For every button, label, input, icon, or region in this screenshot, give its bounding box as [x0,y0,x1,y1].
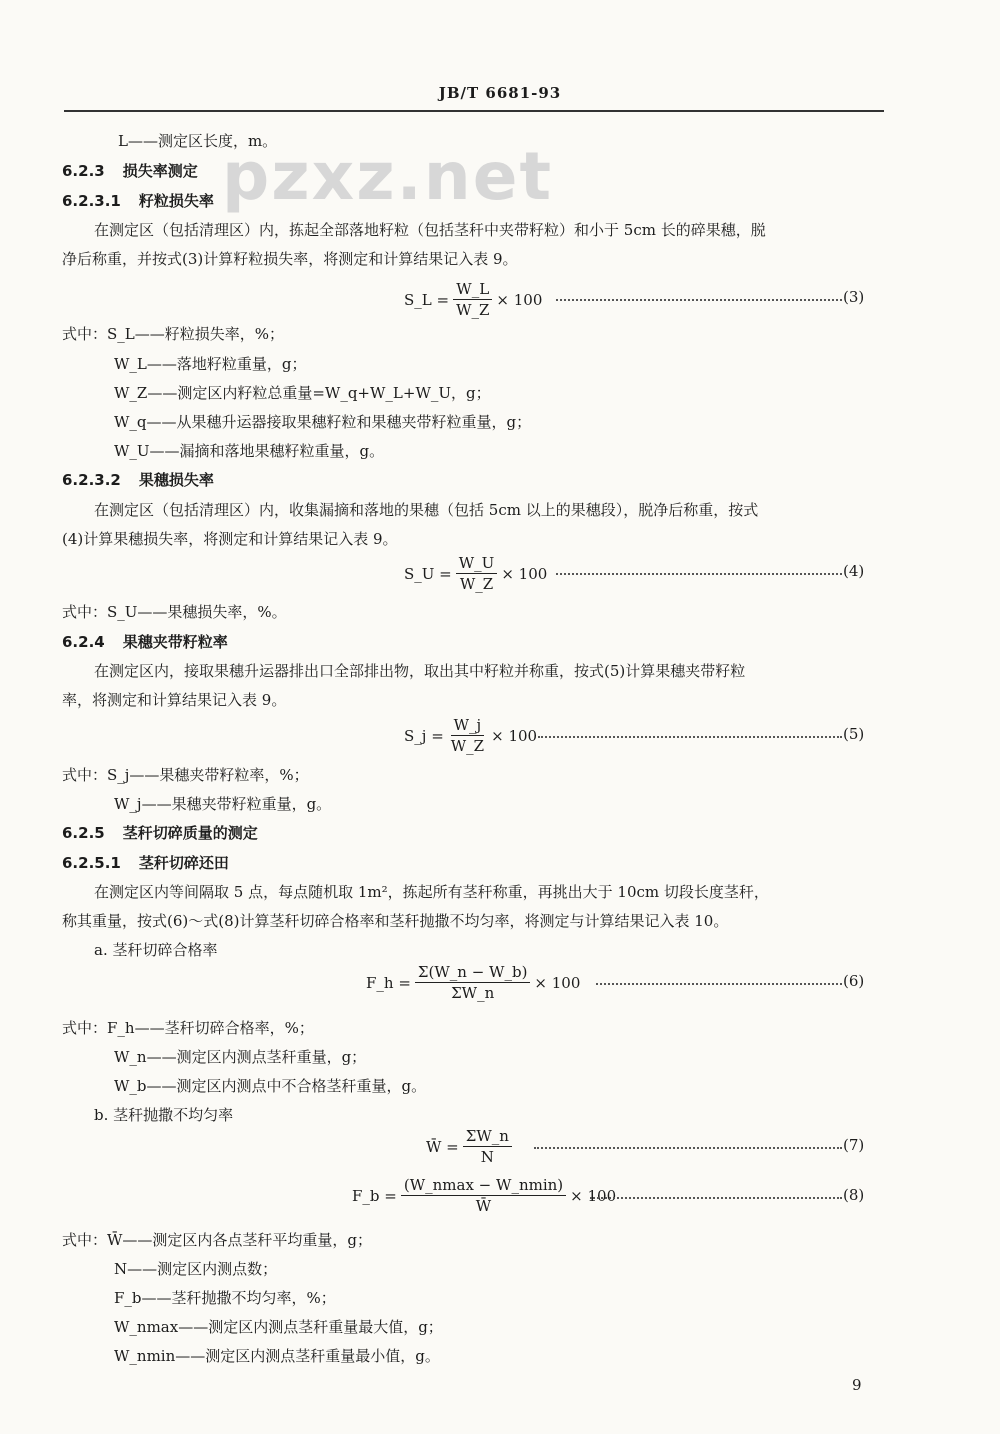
heading-6-2-3-1 [62,190,214,212]
where-line: 式中：S_j——果穗夹带籽粒率，%； [62,766,309,784]
equation-7 [426,1126,516,1167]
equation-rhs: × 100 [501,564,548,583]
equation-lhs: S_U = [404,564,452,583]
fraction-numerator: ΣW_n [463,1126,512,1147]
heading-number: 6.2.5.1 [62,854,121,872]
where-line: W_nmin——测定区内测点茎秆重量最小值，g。 [114,1347,440,1365]
heading-6-2-3-2 [62,469,214,491]
where-line: W_q——从果穗升运器接取果穗籽粒和果穗夹带籽粒重量，g； [114,413,532,431]
heading-title: 损失率测定 [122,162,198,180]
where-line: W_n——测定区内测点茎秆重量，g； [114,1048,367,1066]
paragraph-line: 在测定区内，接取果穗升运器排出口全部排出物，取出其中籽粒并称重，按式(5)计算果穗夹带籽粒 [94,662,746,680]
paragraph-line: (4)计算果穗损失率，将测定和计算结果记入表 9。 [62,530,398,548]
heading-number: 6.2.5 [62,824,105,842]
leader-dots [538,736,842,738]
heading-title: 果穗损失率 [138,471,214,489]
paragraph-line: 称其重量，按式(6)～式(8)计算茎秆切碎合格率和茎秆抛撒不均匀率，将测定与计算结果记入表 10。 [62,912,729,930]
leader-dots [596,983,842,985]
where-line: 式中：F_h——茎秆切碎合格率，%； [62,1019,314,1037]
equation-rhs: × 100 [496,290,543,309]
where-line: 式中：S_L——籽粒损失率，%； [62,325,284,343]
equation-rhs: × 100 [570,1186,617,1205]
heading-number: 6.2.4 [62,633,105,651]
equation-number: (3) [843,288,865,306]
equation-number: (5) [843,725,865,743]
equation-lhs: S_L = [404,290,450,309]
equation-lhs: F_b = [352,1186,397,1205]
equation-number: (7) [843,1136,865,1154]
equation-fraction [448,715,487,756]
equation-fraction [415,962,531,1003]
where-line: 式中：W̄——测定区内各点茎秆平均重量，g； [62,1231,373,1249]
heading-6-2-5-1 [62,852,229,874]
equation-number: (8) [843,1186,865,1204]
equation-8 [352,1175,616,1216]
where-line: W_L——落地籽粒重量，g； [114,355,307,373]
where-line: W_j——果穗夹带籽粒重量，g。 [114,795,332,813]
heading-6-2-4 [62,631,228,653]
heading-title: 果穗夹带籽粒率 [122,633,228,651]
where-line: W_b——测定区内测点中不合格茎秆重量，g。 [114,1077,427,1095]
equation-fraction [456,553,498,594]
heading-6-2-3 [62,160,198,182]
fraction-numerator: W_L [453,279,492,300]
paragraph-line: 率，将测定和计算结果记入表 9。 [62,691,287,709]
fraction-numerator: W_j [451,715,485,736]
equation-rhs: × 100 [534,973,581,992]
heading-6-2-5 [62,822,258,844]
where-line: F_b——茎秆抛撒不均匀率，%； [114,1289,336,1307]
heading-number: 6.2.3.2 [62,471,121,489]
where-line: N——测定区内测点数； [114,1260,278,1278]
equation-5 [404,715,537,756]
equation-6 [366,962,580,1003]
fraction-denominator: W_Z [459,575,494,593]
leader-dots [590,1197,842,1199]
fraction-denominator: N [480,1148,494,1166]
subitem-a: a. 茎秆切碎合格率 [94,941,218,959]
heading-title: 茎秆切碎还田 [138,854,229,872]
equation-number: (4) [843,562,865,580]
paragraph-line: 在测定区（包括清理区）内，收集漏摘和落地的果穗（包括 5cm 以上的果穗段），脱净后称重，按式 [94,501,759,519]
paragraph-line: 在测定区（包括清理区）内，拣起全部落地籽粒（包括茎秆中夹带籽粒）和小于 5cm 长的碎果穗，脱 [94,221,766,239]
fraction-numerator: Σ(W_n − W_b) [415,962,531,983]
equation-number: (6) [843,972,865,990]
fraction-denominator: W̄ [475,1197,492,1215]
heading-title: 籽粒损失率 [138,192,214,210]
subitem-b: b. 茎秆抛撒不均匀率 [94,1106,234,1124]
equation-lhs: W̄ = [426,1137,459,1156]
equation-fraction [463,1126,512,1167]
equation-rhs: × 100 [491,726,538,745]
where-line: 式中：S_U——果穗损失率，%。 [62,603,287,621]
fraction-numerator: (W_nmax − W_nmin) [401,1175,566,1196]
fraction-denominator: W_Z [456,301,490,319]
where-line: W_nmax——测定区内测点茎秆重量最大值，g； [114,1318,443,1336]
definition-l: L——测定区长度，m。 [118,132,278,150]
equation-lhs: F_h = [366,973,411,992]
page-number: 9 [852,1376,862,1394]
equation-fraction [401,1175,566,1216]
leader-dots [556,299,842,301]
heading-title: 茎秆切碎质量的测定 [122,824,258,842]
heading-number: 6.2.3 [62,162,105,180]
equation-lhs: S_j = [404,726,444,745]
paragraph-line: 净后称重，并按式(3)计算籽粒损失率，将测定和计算结果记入表 9。 [62,250,518,268]
header-rule [64,110,884,112]
equation-4 [404,553,547,594]
leader-dots [534,1147,842,1149]
fraction-numerator: W_U [456,553,498,574]
standard-code-header: JB/T 6681-93 [438,84,562,102]
equation-fraction [453,279,492,320]
where-line: W_U——漏摘和落地果穗籽粒重量，g。 [114,442,385,460]
fraction-denominator: ΣW_n [451,984,495,1002]
watermark: pzxz.net [222,138,554,215]
heading-number: 6.2.3.1 [62,192,121,210]
equation-3 [404,279,542,320]
where-line: W_Z——测定区内籽粒总重量=W_q+W_L+W_U，g； [114,384,491,402]
fraction-denominator: W_Z [450,737,485,755]
paragraph-line: 在测定区内等间隔取 5 点，每点随机取 1m²，拣起所有茎秆称重，再挑出大于 10cm 切段长度茎秆， [94,883,769,901]
leader-dots [556,573,842,575]
